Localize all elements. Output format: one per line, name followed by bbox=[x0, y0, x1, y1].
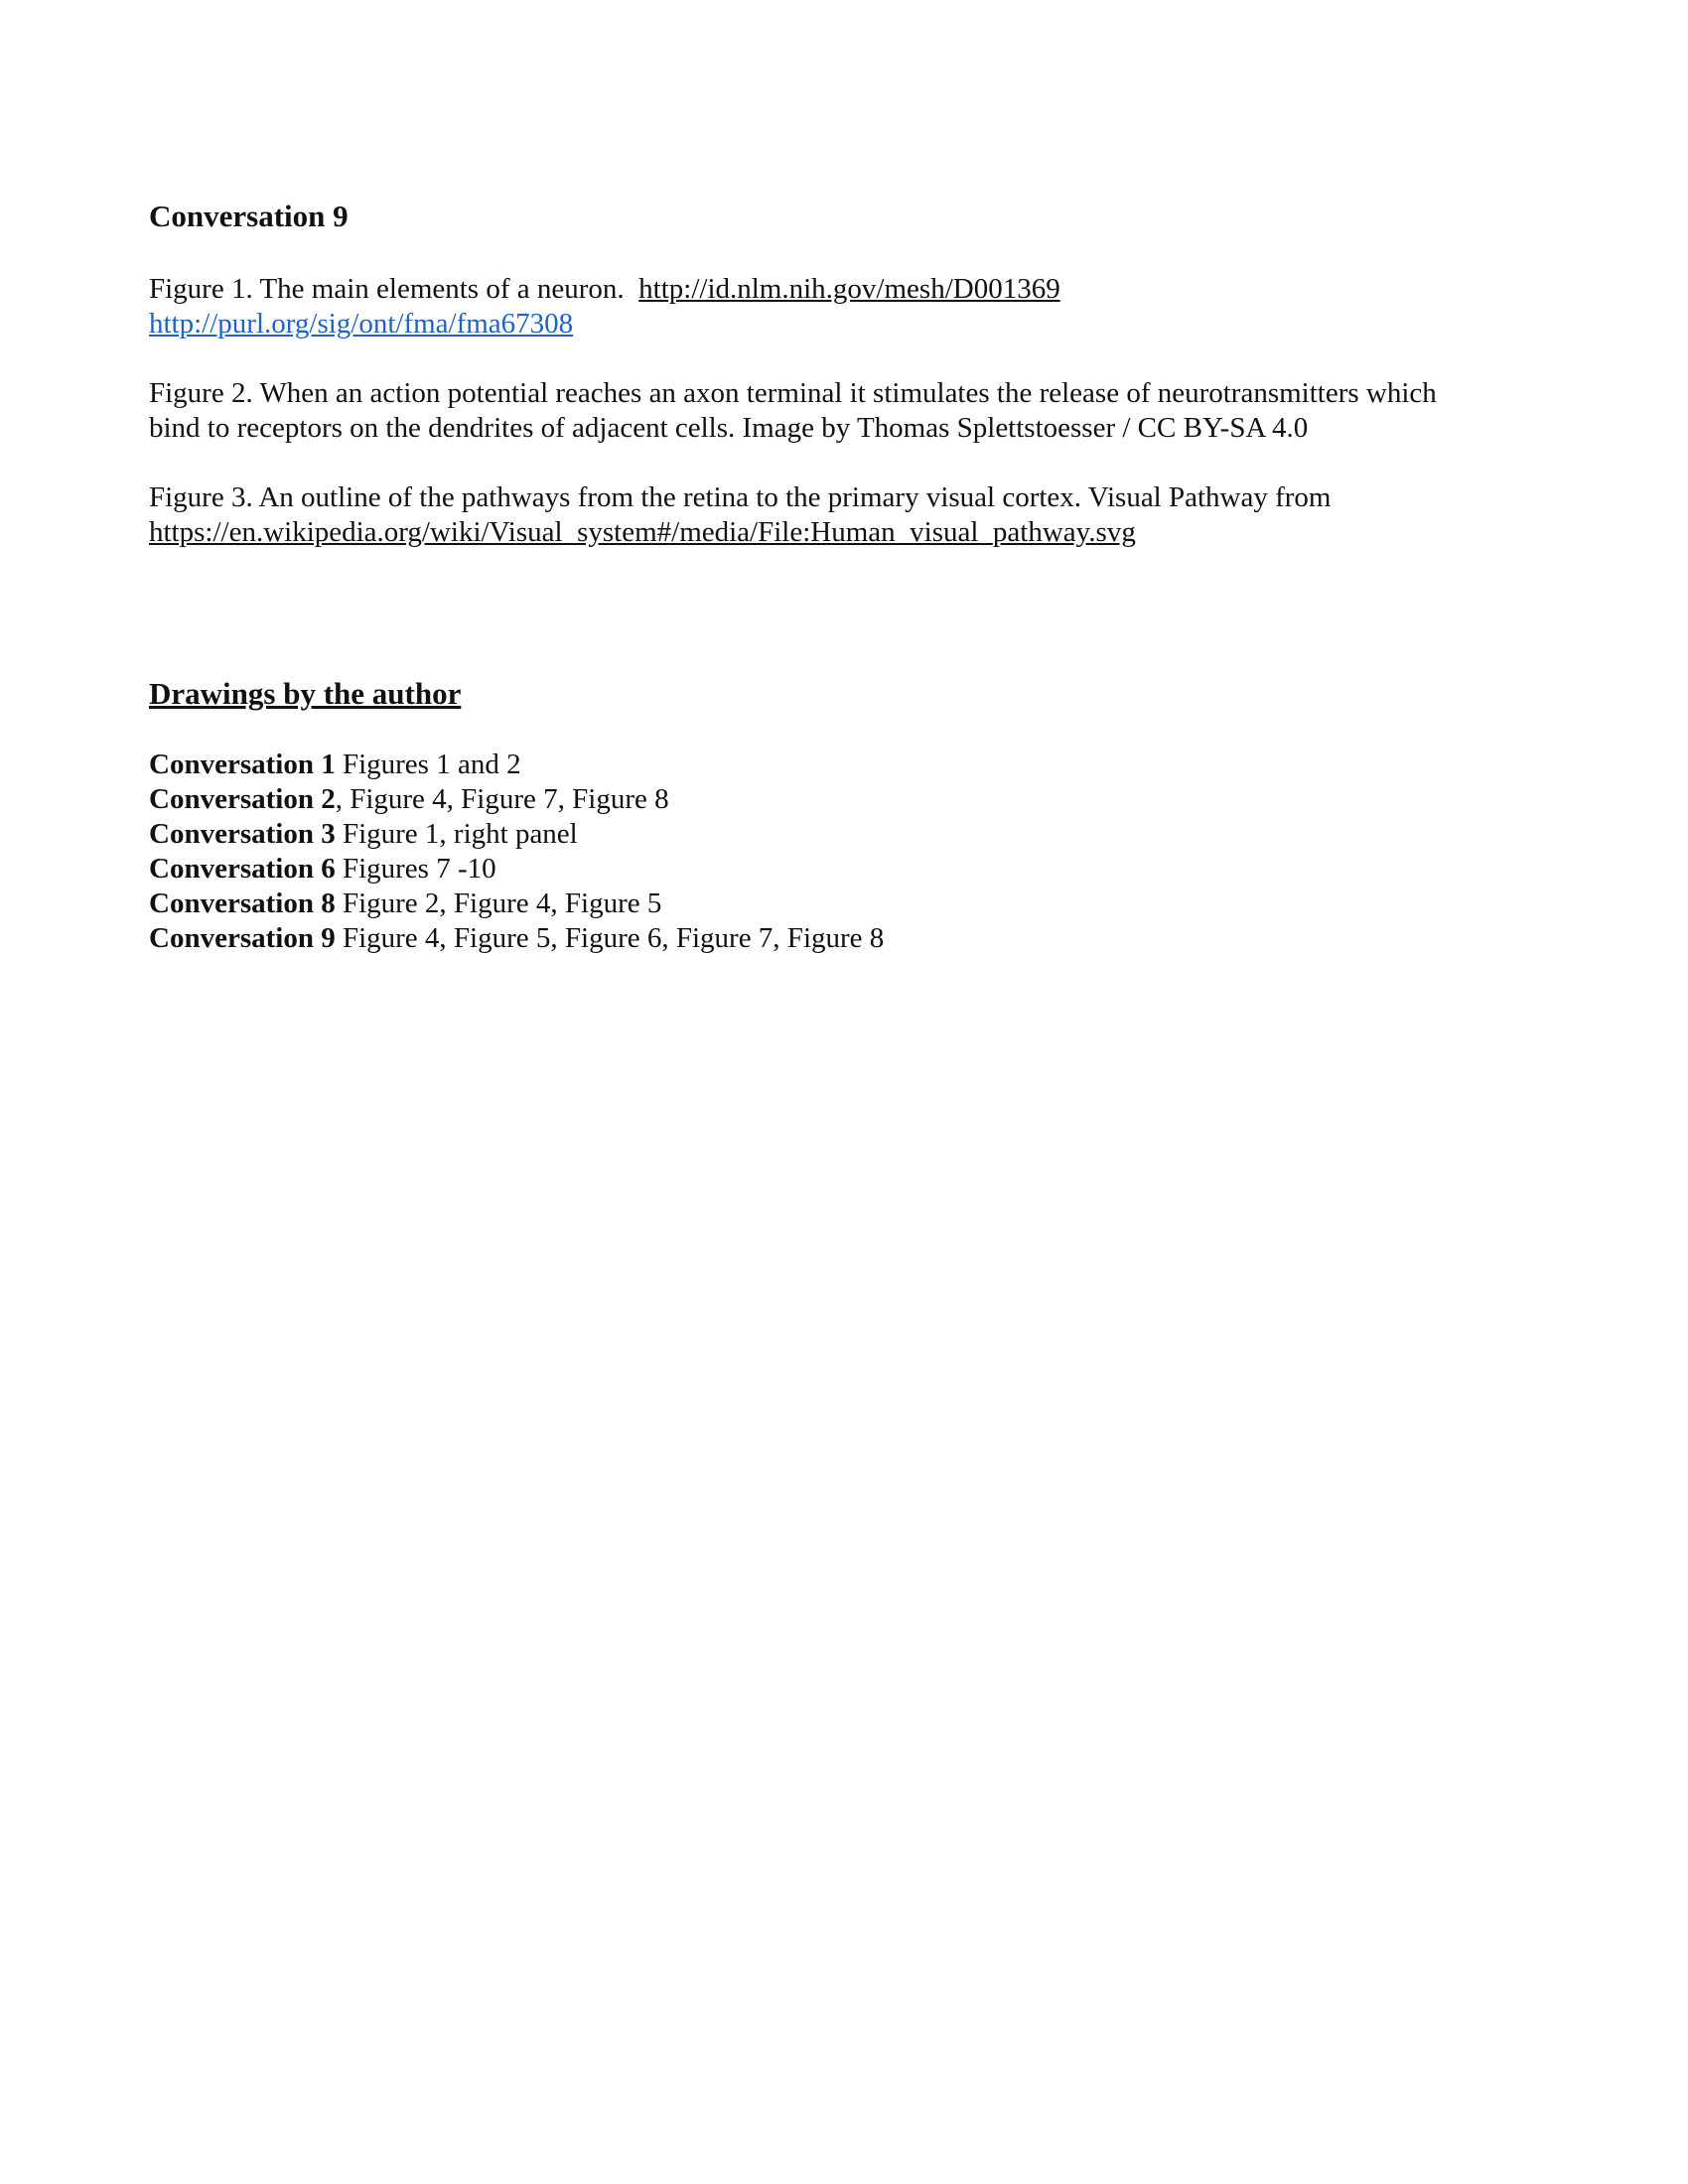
credit-text: Figure 1, right panel bbox=[335, 818, 578, 850]
credit-text: Figure 4, Figure 5, Figure 6, Figure 7, Figure 8 bbox=[335, 922, 885, 954]
list-item bbox=[149, 852, 1440, 887]
drawings-section-title: Drawings by the author bbox=[149, 676, 462, 711]
credit-label: Conversation 6 bbox=[149, 853, 336, 885]
figure-1-text: Figure 1. The main elements of a neuron. bbox=[149, 273, 625, 305]
drawings-credit-list bbox=[149, 748, 1440, 956]
credit-label: Conversation 2 bbox=[149, 783, 336, 815]
figure-3-caption bbox=[149, 480, 1440, 550]
page-heading: Conversation 9 bbox=[149, 199, 349, 233]
credit-text: Figures 1 and 2 bbox=[335, 749, 521, 780]
list-item bbox=[149, 748, 1440, 782]
figure-3-wikipedia-link[interactable]: https://en.wikipedia.org/wiki/Visual_system#/media/File:Human_visual_pathway.svg bbox=[149, 516, 1136, 548]
figure-1-mesh-link[interactable]: http://id.nlm.nih.gov/mesh/D001369 bbox=[638, 273, 1060, 305]
figure-1-caption bbox=[149, 272, 1440, 341]
list-item bbox=[149, 921, 1440, 956]
document-page bbox=[149, 197, 1440, 956]
credit-text: Figures 7 -10 bbox=[335, 853, 496, 885]
credit-label: Conversation 9 bbox=[149, 922, 336, 954]
list-item bbox=[149, 782, 1440, 817]
credit-label: Conversation 3 bbox=[149, 818, 336, 850]
figure-1-fma-link[interactable]: http://purl.org/sig/ont/fma/fma67308 bbox=[149, 308, 574, 340]
list-item bbox=[149, 817, 1440, 852]
credit-label: Conversation 1 bbox=[149, 749, 336, 780]
figure-3-text: Figure 3. An outline of the pathways from the retina to the primary visual cortex. Visual Pathway from bbox=[149, 481, 1332, 513]
credit-text: , Figure 4, Figure 7, Figure 8 bbox=[335, 783, 669, 815]
section-spacer bbox=[149, 585, 1440, 674]
credit-label: Conversation 8 bbox=[149, 887, 336, 919]
figure-2-text: Figure 2. When an action potential reaches an axon terminal it stimulates the release of neurotransmitters which bind to receptors on the dendrites of adjacent cells. Image by Thomas Splettstoesser / CC BY-SA 4.0 bbox=[149, 377, 1437, 444]
figure-2-caption bbox=[149, 376, 1440, 446]
list-item bbox=[149, 887, 1440, 921]
credit-text: Figure 2, Figure 4, Figure 5 bbox=[335, 887, 662, 919]
